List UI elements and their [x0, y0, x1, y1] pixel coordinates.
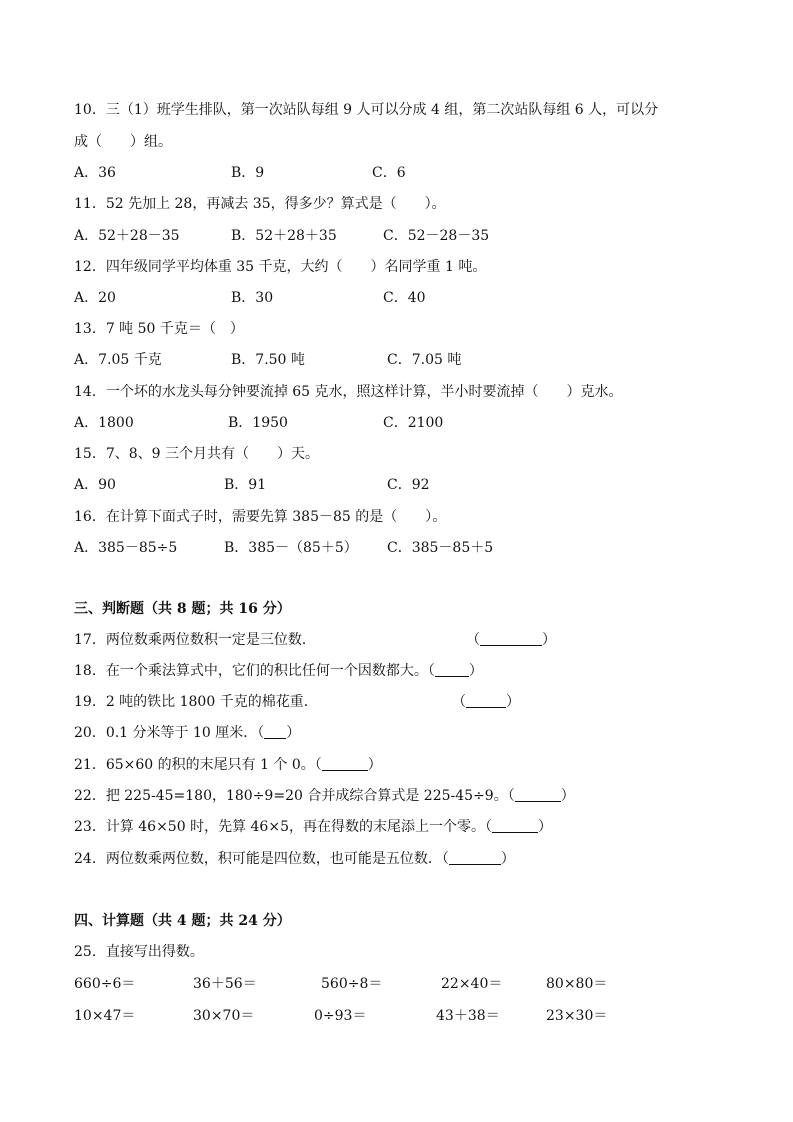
- paren-close: ）: [542, 632, 556, 648]
- question-10-line1: 10．三（1）班学生排队，第一次站队每组 9 人可以分成 4 组，第二次站队每组 6 人，可以分: [74, 102, 659, 118]
- question-16-option-c: C．385－85＋5: [387, 540, 494, 556]
- judgment-18: [74, 662, 483, 680]
- calc-item: 660÷6＝: [74, 976, 136, 992]
- question-13-option-b: B．7.50 吨: [231, 352, 305, 368]
- question-11-option-a: A．52＋28－35: [74, 228, 180, 244]
- calc-item: 22×40＝: [441, 976, 503, 992]
- question-14-option-b: B．1950: [228, 415, 288, 431]
- paren-close: ）: [506, 694, 520, 710]
- calc-item: 10×47＝: [74, 1008, 136, 1024]
- calc-item: 0÷93＝: [314, 1008, 367, 1024]
- calc-item: 30×70＝: [193, 1008, 255, 1024]
- judgment-24: [74, 850, 515, 868]
- question-11-option-b: B．52＋28＋35: [231, 228, 337, 244]
- question-13-option-a: A．7.05 千克: [74, 352, 162, 368]
- section-4-heading: 四、计算题（共 4 题；共 24 分）: [74, 913, 291, 929]
- calc-item: 560÷8＝: [321, 976, 383, 992]
- judgment-21: [74, 756, 382, 774]
- calc-item: 80×80＝: [546, 976, 608, 992]
- question-10-line2: 成（ ）组。: [74, 134, 172, 150]
- judgment-17: [74, 631, 316, 649]
- question-15-option-c: C．92: [387, 477, 430, 493]
- question-14-option-c: C．2100: [383, 415, 444, 431]
- judgment-17-text: 17．两位数乘两位数积一定是三位数．: [74, 632, 316, 648]
- answer-blank-24[interactable]: [449, 850, 501, 865]
- answer-blank-17[interactable]: [466, 631, 556, 649]
- question-10-option-b: B．9: [231, 165, 265, 181]
- judgment-23-text: 23．计算 46×50 时，先算 46×5，再在得数的末尾添上一个零。: [74, 819, 485, 835]
- paren-close: ）: [560, 788, 575, 804]
- question-15-option-a: A．90: [74, 477, 116, 493]
- question-25: 25．直接写出得数。: [74, 944, 204, 960]
- question-10-option-a: A．36: [74, 165, 116, 181]
- paren-close: ）: [537, 819, 552, 835]
- paren-open: （: [484, 819, 492, 835]
- judgment-18-text: 18．在一个乘法算式中，它们的积比任何一个因数都大。: [74, 663, 428, 679]
- question-16-option-a: A．385－85÷5: [74, 540, 178, 556]
- question-14: 14．一个坏的水龙头每分钟要流掉 65 克水，照这样计算，半小时要流掉（ ）克水。: [74, 384, 623, 400]
- question-13: 13．7 吨 50 千克＝（ ）: [74, 321, 244, 337]
- judgment-22: [74, 787, 575, 805]
- paren-close: ）: [468, 663, 483, 679]
- question-12-option-c: C．40: [383, 290, 426, 306]
- answer-blank-19[interactable]: [452, 693, 520, 711]
- paren-open: （: [507, 788, 515, 804]
- question-13-option-c: C．7.05 吨: [387, 352, 462, 368]
- blank-line: [466, 693, 506, 708]
- answer-blank-23[interactable]: [492, 818, 538, 833]
- question-10-option-c: C．6: [372, 165, 406, 181]
- calc-item: 23×30＝: [546, 1008, 608, 1024]
- answer-blank-22[interactable]: [515, 787, 561, 802]
- answer-blank-21[interactable]: [322, 756, 368, 771]
- question-11: 11．52 先加上 28，再减去 35，得多少？算式是（ ）。: [74, 196, 446, 212]
- paren-open: （: [314, 757, 322, 773]
- calc-item: 36＋56＝: [193, 976, 257, 992]
- question-16-option-b: B．385－（85＋5）: [224, 540, 358, 556]
- section-3-heading: 三、判断题（共 8 题；共 16 分）: [74, 601, 291, 617]
- paren-open: （: [441, 851, 449, 867]
- judgment-21-text: 21．65×60 的积的末尾只有 1 个 0。: [74, 757, 315, 773]
- question-14-option-a: A．1800: [74, 415, 134, 431]
- paren-close: ）: [367, 757, 382, 773]
- paren-open: （: [427, 663, 435, 679]
- question-12-option-a: A．20: [74, 290, 116, 306]
- answer-blank-20[interactable]: [264, 724, 286, 739]
- question-16: 16．在计算下面式子时，需要先算 385－85 的是（ ）。: [74, 509, 447, 525]
- paren-close: ）: [286, 725, 301, 741]
- judgment-20-text: 20．0.1 分米等于 10 厘米．: [74, 725, 258, 741]
- judgment-19-text: 19．2 吨的铁比 1800 千克的棉花重．: [74, 694, 318, 710]
- question-15-option-b: B．91: [224, 477, 267, 493]
- question-11-option-c: C．52－28－35: [383, 228, 490, 244]
- paren-open: （: [452, 694, 466, 710]
- blank-line: [480, 631, 542, 646]
- judgment-23: [74, 818, 552, 836]
- calc-item: 43＋38＝: [436, 1008, 500, 1024]
- question-12-option-b: B．30: [231, 290, 274, 306]
- paren-open: （: [466, 632, 480, 648]
- paren-close: ）: [500, 851, 515, 867]
- judgment-22-text: 22．把 225-45=180，180÷9=20 合并成综合算式是 225-45÷9。: [74, 788, 508, 804]
- judgment-24-text: 24．两位数乘两位数，积可能是四位数，也可能是五位数．: [74, 851, 442, 867]
- question-15: 15．7、8、9 三个月共有（ ）天。: [74, 446, 319, 462]
- judgment-19: [74, 693, 318, 711]
- judgment-20: [74, 724, 300, 742]
- paren-open: （: [257, 725, 265, 741]
- answer-blank-18[interactable]: [435, 662, 469, 677]
- question-12: 12．四年级同学平均体重 35 千克，大约（ ）名同学重 1 吨。: [74, 259, 487, 275]
